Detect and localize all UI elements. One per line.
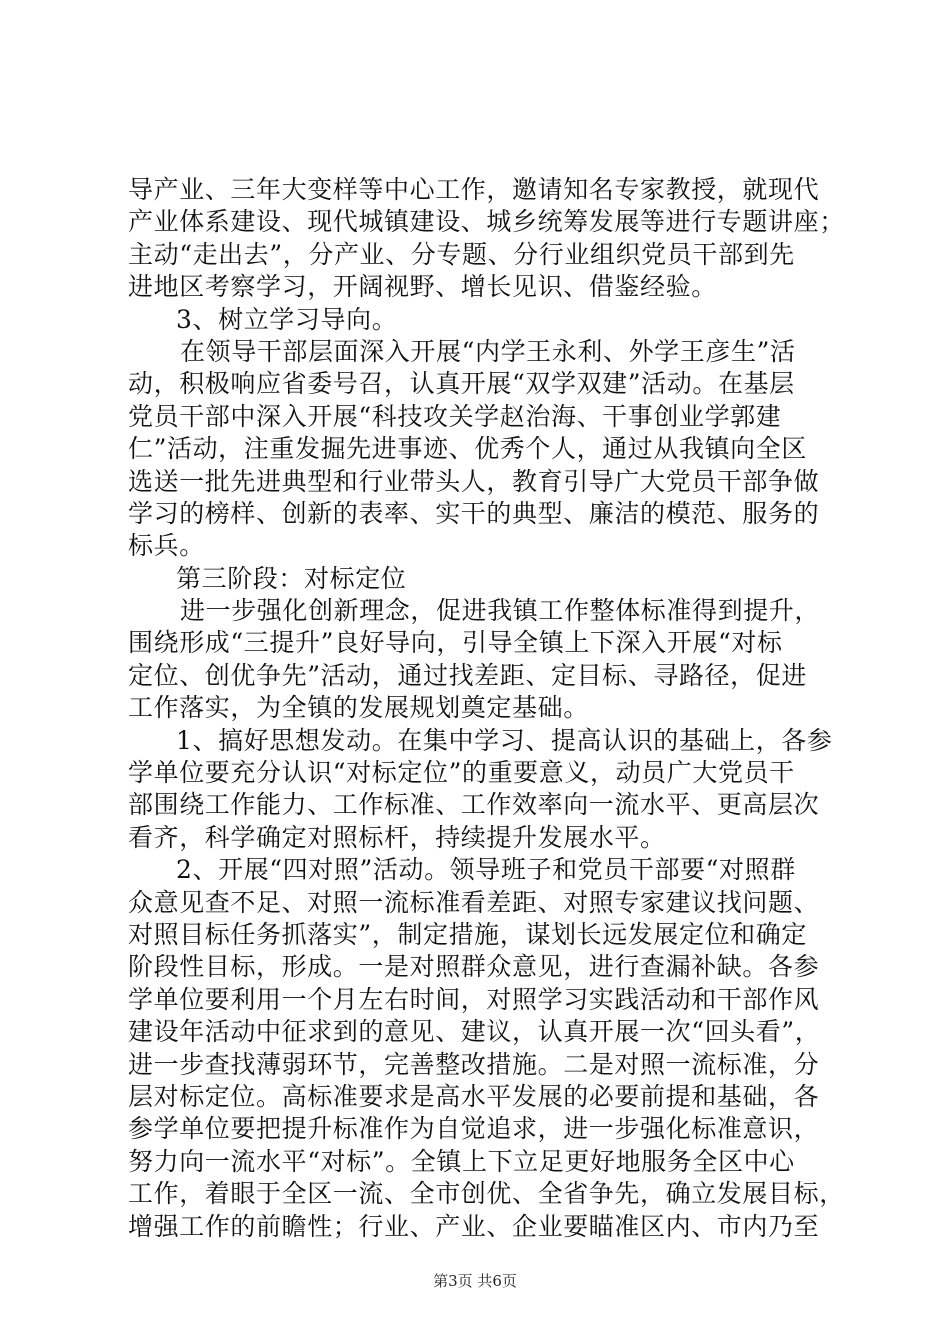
text-line: 工作落实，为全镇的发展规划奠定基础。	[128, 693, 589, 723]
text-line: 党员干部中深入开展“科技攻关学赵治海、干事创业学郭建	[128, 401, 782, 431]
text-line: 增强工作的前瞻性；行业、产业、企业要瞄准区内、市内乃至	[128, 1211, 820, 1241]
text-line: 进一步查找薄弱环节，完善整改措施。二是对照一流标准，分	[128, 1049, 820, 1079]
text-line: 工作，着眼于全区一流、全市创优、全省争先，确立发展目标，	[128, 1179, 845, 1209]
text-line: 学单位要充分认识“对标定位”的重要意义，动员广大党员干	[128, 758, 795, 788]
text-line: 阶段性目标，形成。一是对照群众意见，进行查漏补缺。各参	[128, 952, 820, 982]
document-body	[128, 174, 848, 1243]
paragraph-start-line: 在领导干部层面深入开展“内学王永利、外学王彦生”活	[180, 336, 796, 366]
paragraph-start-line: 1、搞好思想发动。在集中学习、提高认识的基础上，各参	[176, 725, 833, 755]
text-line: 学习的榜样、创新的表率、实干的典型、廉洁的模范、服务的	[128, 498, 820, 528]
text-line: 选送一批先进典型和行业带头人，教育引导广大党员干部争做	[128, 466, 820, 496]
text-line: 参学单位要把提升标准作为自觉追求，进一步强化标准意识，	[128, 1114, 820, 1144]
text-line: 仁”活动，注重发掘先进事迹、优秀个人，通过从我镇向全区	[128, 434, 807, 464]
stage-heading: 第三阶段：对标定位	[176, 563, 407, 593]
section-heading: 3、树立学习导向。	[176, 304, 398, 334]
text-line: 层对标定位。高标准要求是高水平发展的必要前提和基础，各	[128, 1081, 820, 1111]
paragraph-start-line: 2、开展“四对照”活动。领导班子和党员干部要“对照群	[176, 855, 796, 885]
text-line: 定位、创优争先”活动，通过找差距、定目标、寻路径，促进	[128, 660, 807, 690]
paragraph-start-line: 进一步强化创新理念，促进我镇工作整体标准得到提升，	[180, 596, 821, 626]
text-line: 动，积极响应省委号召，认真开展“双学双建”活动。在基层	[128, 369, 795, 399]
text-line: 主动“走出去”，分产业、分专题、分行业组织党员干部到先	[128, 239, 795, 269]
text-line: 进地区考察学习，开阔视野、增长见识、借鉴经验。	[128, 272, 717, 302]
text-line: 众意见查不足、对照一流标准看差距、对照专家建议找问题、	[128, 887, 820, 917]
text-line: 建设年活动中征求到的意见、建议，认真开展一次“回头看”，	[128, 1017, 821, 1047]
text-line: 看齐，科学确定对照标杆，持续提升发展水平。	[128, 822, 666, 852]
page-number-footer: 第3页 共6页	[433, 1272, 517, 1290]
text-line: 标兵。	[128, 531, 205, 561]
text-line: 对照目标任务抓落实”，制定措施，谋划长远发展定位和确定	[128, 919, 807, 949]
text-line: 部围绕工作能力、工作标准、工作效率向一流水平、更高层次	[128, 790, 820, 820]
text-line: 产业体系建设、现代城镇建设、城乡统筹发展等进行专题讲座；	[128, 207, 845, 237]
text-line: 导产业、三年大变样等中心工作，邀请知名专家教授，就现代	[128, 175, 820, 204]
text-line: 努力向一流水平“对标”。全镇上下立足更好地服务全区中心	[128, 1146, 795, 1176]
text-line: 学单位要利用一个月左右时间，对照学习实践活动和干部作风	[128, 984, 820, 1014]
text-line: 围绕形成“三提升”良好导向，引导全镇上下深入开展“对标	[128, 628, 783, 658]
